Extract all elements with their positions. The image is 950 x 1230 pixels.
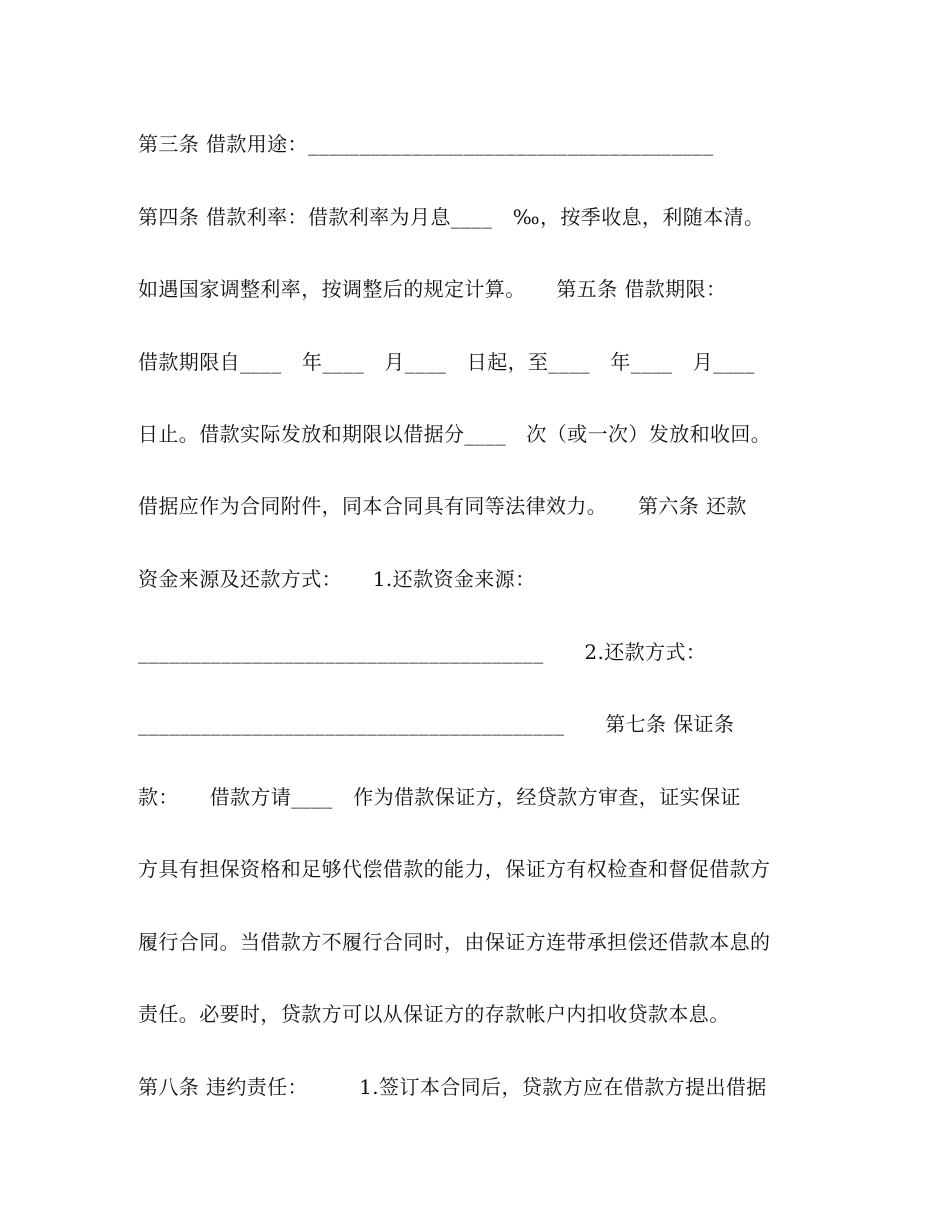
receipt-attachment-line: 借据应作为合同附件，同本合同具有同等法律效力。 第六条 还款 xyxy=(138,494,747,518)
clause-7-line: _________________________________________ 第七条 保证条 xyxy=(138,712,735,736)
clause-4-line: 第四条 借款利率：借款利率为月息____ ‰，按季收息，利随本清。 xyxy=(138,205,765,229)
guarantor-line: 款： 借款方请____ 作为借款保证方，经贷款方审查，证实保证 xyxy=(138,785,741,809)
clause-4-5-line: 如遇国家调整利率，按调整后的规定计算。 第五条 借款期限： xyxy=(138,277,727,301)
repayment-source-line: 资金来源及还款方式： 1.还款资金来源： xyxy=(138,567,536,591)
loan-period-line: 借款期限自____ 年____ 月____ 日起，至____ 年____ 月____ xyxy=(138,350,755,374)
deduction-line: 责任。必要时，贷款方可以从保证方的存款帐户内扣收贷款本息。 xyxy=(138,1002,730,1026)
clause-3-line: 第三条 借款用途：_______________________________________ xyxy=(138,132,714,156)
guarantor-ability-line: 方具有担保资格和足够代偿借款的能力，保证方有权检查和督促借款方 xyxy=(138,857,771,881)
guarantor-liability-line: 履行合同。当借款方不履行合同时，由保证方连带承担偿还借款本息的 xyxy=(138,930,771,954)
clause-8-line: 第八条 违约责任： 1.签订本合同后，贷款方应在借款方提出借据 xyxy=(138,1075,767,1099)
repayment-method-line: _______________________________________ 2.还款方式： xyxy=(138,640,707,664)
loan-disbursement-line: 日止。借款实际发放和期限以借据分____ 次（或一次）发放和收回。 xyxy=(138,422,772,446)
